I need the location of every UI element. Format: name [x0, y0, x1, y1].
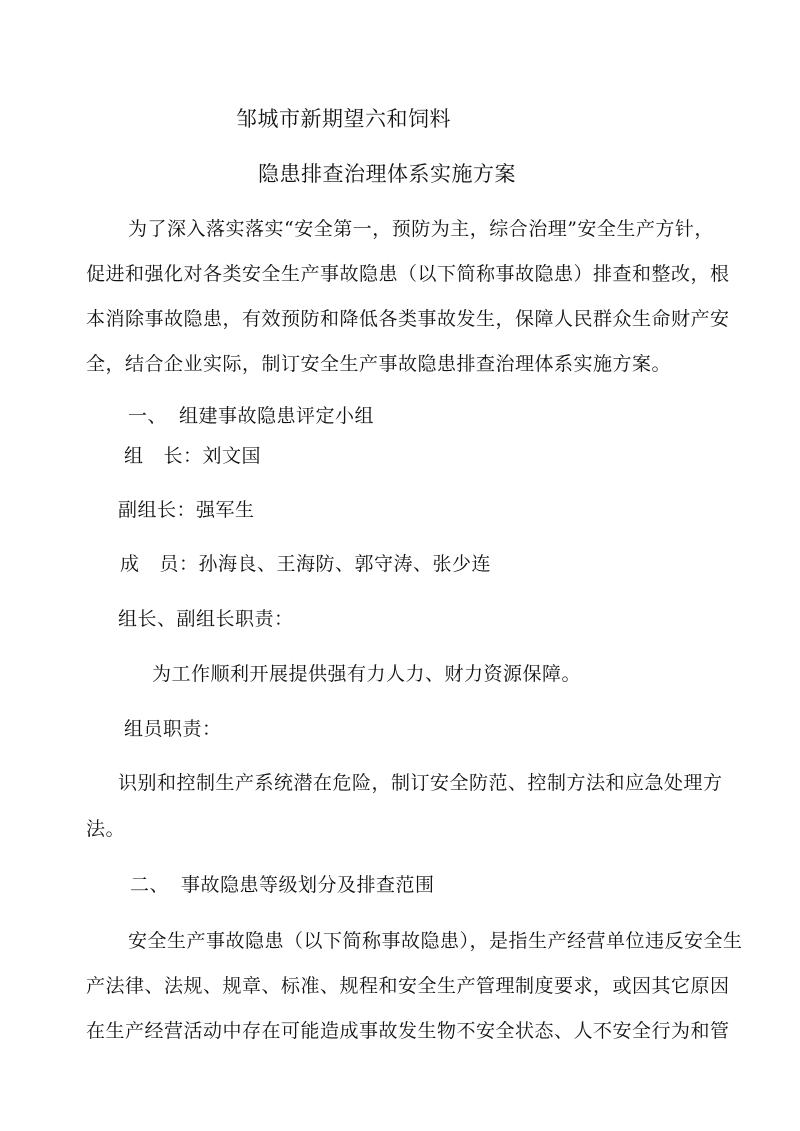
document-title-line-2: 隐患排查治理体系实施方案 [258, 162, 516, 186]
member-duty-text-line-1: 识别和控制生产系统潜在危险，制订安全防范、控制方法和应急处理方 [118, 772, 723, 794]
section-1-heading [128, 404, 374, 428]
intro-paragraph-line-3: 本消除事故隐患，有效预防和降低各类事故发生，保障人民群众生命财产安 [86, 308, 730, 330]
section-2-title: 事故隐患等级划分及排查范围 [181, 874, 435, 896]
section-2-number: 二、 [130, 874, 170, 896]
intro-paragraph-line-1: 为了深入落实落实“安全第一，预防为主，综合治理”安全生产方针， [128, 218, 714, 240]
member-duty-text-line-2: 法。 [86, 818, 126, 840]
team-members-row [120, 552, 491, 576]
intro-paragraph-line-4: 全，结合企业实际，制订安全生产事故隐患排查治理体系实施方案。 [86, 353, 672, 375]
section-1-title: 组建事故隐患评定小组 [179, 405, 375, 427]
team-members-label-a: 成 [120, 553, 140, 575]
member-duty-label: 组员职责： [124, 718, 222, 740]
deputy-leader-label: 副组长： [118, 499, 197, 521]
leader-duty-text: 为工作顺利开展提供强有力人力、财力资源保障。 [152, 663, 582, 685]
team-members-names: 孙海良、王海防、郭守涛、张少连 [198, 553, 492, 575]
leader-duty-label: 组长、副组长职责： [118, 608, 294, 630]
section-2-paragraph-line-1: 安全生产事故隐患（以下简称事故隐患），是指生产经营单位违反安全生 [128, 930, 743, 952]
section-1-number: 一、 [128, 405, 168, 427]
section-2-heading [130, 873, 435, 897]
section-2-paragraph-line-2: 产法律、法规、规章、标准、规程和安全生产管理制度要求，或因其它原因 [86, 975, 730, 997]
deputy-leader-row [118, 498, 255, 522]
intro-paragraph-line-2: 促进和强化对各类安全生产事故隐患（以下简称事故隐患）排查和整改，根 [86, 263, 730, 285]
team-leader-name: 刘文国 [202, 445, 262, 467]
deputy-leader-name: 强军生 [196, 499, 255, 521]
section-2-paragraph-line-3: 在生产经营活动中存在可能造成事故发生物不安全状态、人不安全行为和管 [86, 1020, 730, 1042]
team-members-label-b: 员： [159, 553, 199, 575]
document-title-line-1: 邹城市新期望六和饲料 [236, 107, 451, 131]
team-leader-label-b: 长： [163, 445, 203, 467]
team-leader-row [124, 444, 261, 468]
team-leader-label-a: 组 [124, 445, 144, 467]
